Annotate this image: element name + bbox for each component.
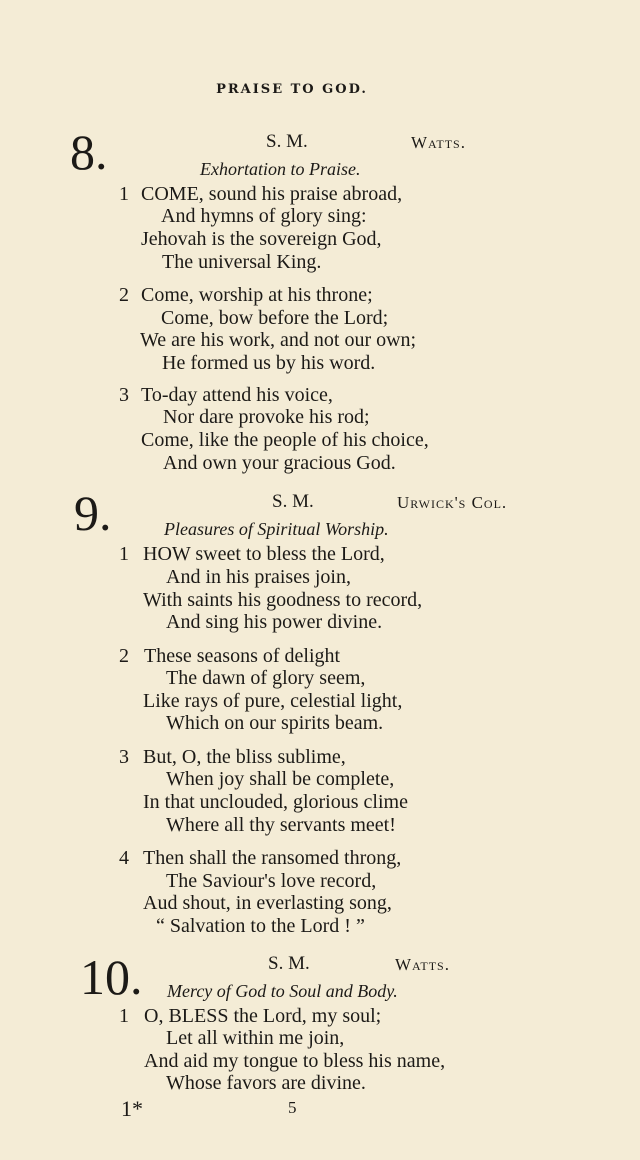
verse-line: These seasons of delight xyxy=(144,645,341,667)
hymn-number: 8. xyxy=(70,124,108,180)
signature-mark: 1* xyxy=(121,1096,143,1121)
verse-line: And in his praises join, xyxy=(166,566,351,588)
verse-line: The universal King. xyxy=(162,251,322,273)
verse-line: Aud shout, in everlasting song, xyxy=(143,892,392,914)
verse-line: We are his work, and not our own; xyxy=(140,329,417,351)
hymn-meter: S. M. xyxy=(272,491,314,512)
verse-line: The Saviour's love record, xyxy=(166,870,377,892)
verse-line: Like rays of pure, celestial light, xyxy=(143,690,403,712)
hymn-author: Watts. xyxy=(411,133,466,152)
verse-line: In that unclouded, glorious clime xyxy=(143,791,408,813)
verse-line: Whose favors are divine. xyxy=(166,1072,366,1094)
verse-line: Come, like the people of his choice, xyxy=(141,429,429,451)
verse-line: And aid my tongue to bless his name, xyxy=(144,1050,446,1072)
running-head: PRAISE TO GOD. xyxy=(216,82,368,97)
verse-number: 1 xyxy=(119,543,129,565)
verse-line: And own your gracious God. xyxy=(163,452,396,474)
verse-number: 3 xyxy=(119,384,129,406)
verse-number: 2 xyxy=(119,645,129,667)
hymn-author: Watts. xyxy=(395,955,450,974)
verse-line: Come, worship at his throne; xyxy=(141,284,373,306)
hymn-author: Urwick's Col. xyxy=(397,493,508,512)
verse-line: Let all within me join, xyxy=(166,1027,345,1049)
hymn-number: 9. xyxy=(74,485,112,541)
verse-number: 3 xyxy=(119,746,129,768)
verse-line: He formed us by his word. xyxy=(162,352,376,374)
page-number: 5 xyxy=(288,1098,297,1117)
verse-line: “ Salvation to the Lord ! ” xyxy=(156,915,365,937)
verse-line: Come, bow before the Lord; xyxy=(161,307,389,329)
verse-line: O, BLESS the Lord, my soul; xyxy=(144,1005,382,1027)
hymn-title: Pleasures of Spiritual Worship. xyxy=(164,519,389,539)
verse-number: 1 xyxy=(119,183,129,205)
verse-line: Jehovah is the sovereign God, xyxy=(141,228,382,250)
verse-line: Nor dare provoke his rod; xyxy=(163,406,370,428)
verse-line: And sing his power divine. xyxy=(166,611,383,633)
hymn-meter: S. M. xyxy=(268,953,310,974)
hymn-meter: S. M. xyxy=(266,131,308,152)
verse-line: And hymns of glory sing: xyxy=(161,205,367,227)
verse-line: But, O, the bliss sublime, xyxy=(143,746,346,768)
verse-line: When joy shall be complete, xyxy=(166,768,395,790)
hymn-title: Mercy of God to Soul and Body. xyxy=(167,981,398,1001)
verse-line: With saints his goodness to record, xyxy=(143,589,423,611)
verse-number: 2 xyxy=(119,284,129,306)
verse-line: To-day attend his voice, xyxy=(141,384,333,406)
verse-number: 1 xyxy=(119,1005,129,1027)
hymn-title: Exhortation to Praise. xyxy=(200,159,361,179)
verse-line: Where all thy servants meet! xyxy=(166,814,396,836)
verse-line: COME, sound his praise abroad, xyxy=(141,183,403,205)
hymn-number: 10. xyxy=(80,949,143,1005)
verse-number: 4 xyxy=(119,847,129,869)
verse-line: The dawn of glory seem, xyxy=(166,667,366,689)
verse-line: Which on our spirits beam. xyxy=(166,712,384,734)
verse-line: HOW sweet to bless the Lord, xyxy=(143,543,385,565)
verse-line: Then shall the ransomed throng, xyxy=(143,847,402,869)
